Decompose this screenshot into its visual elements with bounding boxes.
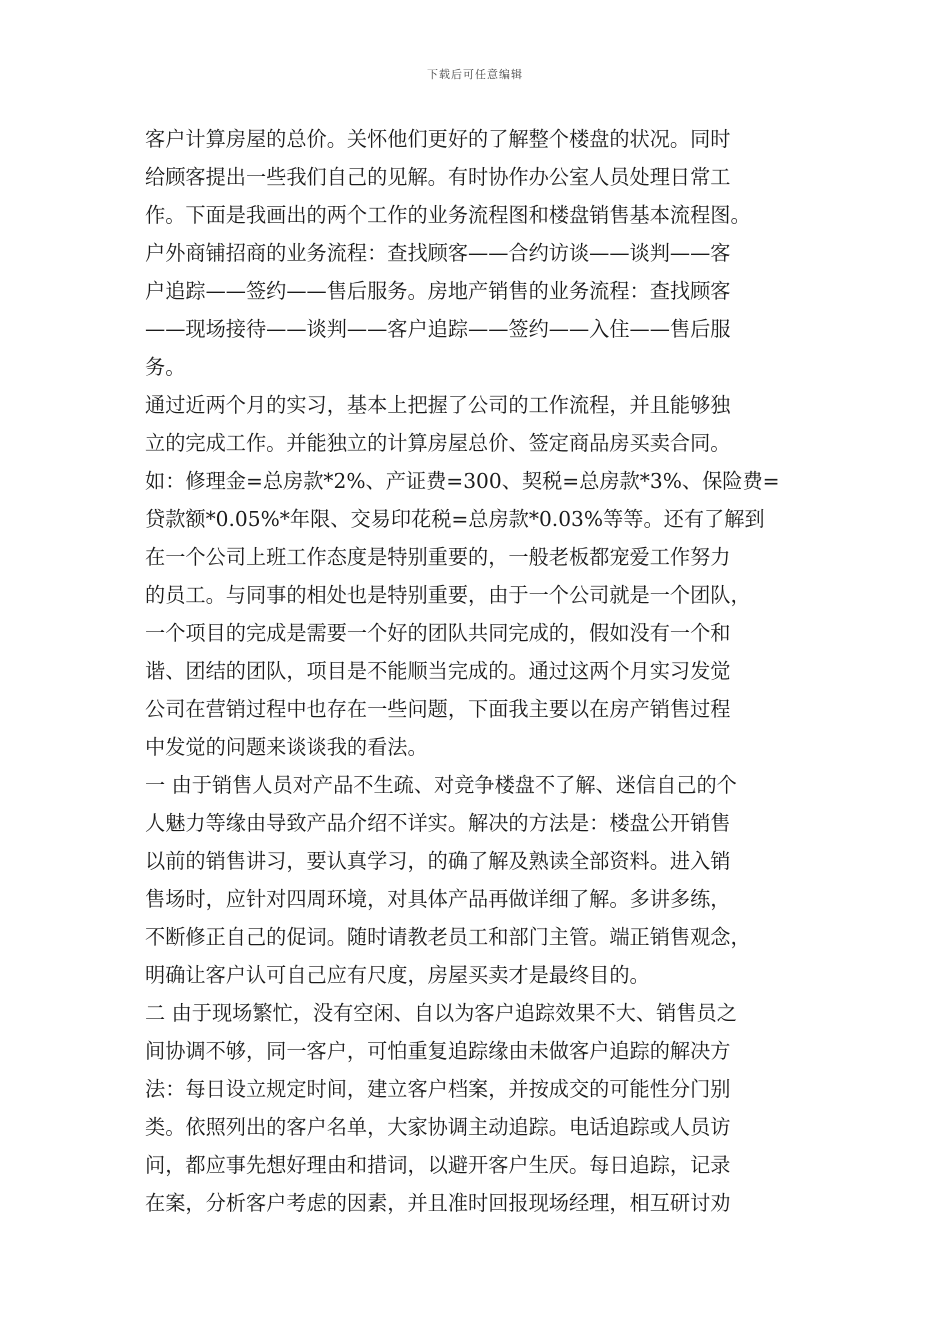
text-line: 公司在营销过程中也存在一些问题，下面我主要以在房产销售过程: [145, 697, 731, 721]
document-body: [145, 120, 825, 1222]
text-line: 户追踪——签约——售后服务。房地产销售的业务流程：查找顾客: [145, 279, 731, 303]
text-line: 二 由于现场繁忙，没有空闲、自以为客户追踪效果不大、销售员之: [145, 1001, 737, 1025]
text-line: 不断修正自己的促词。随时请教老员工和部门主管。端正销售观念，: [145, 925, 751, 949]
text-line: 以前的销售讲习，要认真学习，的确了解及熟读全部资料。进入销: [145, 849, 731, 873]
text-line: 法：每日设立规定时间，建立客户档案，并按成交的可能性分门别: [145, 1077, 731, 1101]
page-header: 下载后可任意编辑: [427, 68, 523, 81]
text-line: 中发觉的问题来谈谈我的看法。: [145, 735, 428, 759]
text-line: ——现场接待——谈判——客户追踪——签约——入住——售后服: [145, 317, 731, 341]
text-line: 问，都应事先想好理由和措词，以避开客户生厌。每日追踪，记录: [145, 1153, 731, 1177]
text-line: 作。下面是我画出的两个工作的业务流程图和楼盘销售基本流程图。: [145, 203, 751, 227]
text-line: 类。依照列出的客户名单，大家协调主动追踪。电话追踪或人员访: [145, 1115, 731, 1139]
text-line: 明确让客户认可自己应有尺度，房屋买卖才是最终目的。: [145, 963, 650, 987]
text-line: 一 由于销售人员对产品不生疏、对竞争楼盘不了解、迷信自己的个: [145, 773, 737, 797]
text-line: 户外商铺招商的业务流程：查找顾客——合约访谈——谈判——客: [145, 241, 731, 265]
text-line: 谐、团结的团队，项目是不能顺当完成的。通过这两个月实习发觉: [145, 659, 731, 683]
text-line: 如：修理金=总房款*2%、产证费=300、契税=总房款*3%、保险费=: [145, 469, 780, 493]
text-line: 售场时，应针对四周环境，对具体产品再做详细了解。多讲多练，: [145, 887, 731, 911]
text-line: 人魅力等缘由导致产品介绍不详实。解决的方法是：楼盘公开销售: [145, 811, 731, 835]
text-line: 在案，分析客户考虑的因素，并且准时回报现场经理，相互研讨劝: [145, 1191, 731, 1215]
text-line: 客户计算房屋的总价。关怀他们更好的了解整个楼盘的状况。同时: [145, 127, 731, 151]
text-line: 间协调不够，同一客户，可怕重复追踪缘由未做客户追踪的解决方: [145, 1039, 731, 1063]
text-line: 给顾客提出一些我们自己的见解。有时协作办公室人员处理日常工: [145, 165, 731, 189]
text-line: 在一个公司上班工作态度是特别重要的，一般老板都宠爱工作努力: [145, 545, 731, 569]
text-line: 通过近两个月的实习，基本上把握了公司的工作流程，并且能够独: [145, 393, 731, 417]
text-line: 立的完成工作。并能独立的计算房屋总价、签定商品房买卖合同。: [145, 431, 731, 455]
text-line: 一个项目的完成是需要一个好的团队共同完成的，假如没有一个和: [145, 621, 731, 645]
text-line: 的员工。与同事的相处也是特别重要，由于一个公司就是一个团队，: [145, 583, 751, 607]
text-line: 务。: [145, 355, 186, 379]
text-line: 贷款额*0.05%*年限、交易印花税=总房款*0.03%等等。还有了解到: [145, 507, 765, 531]
